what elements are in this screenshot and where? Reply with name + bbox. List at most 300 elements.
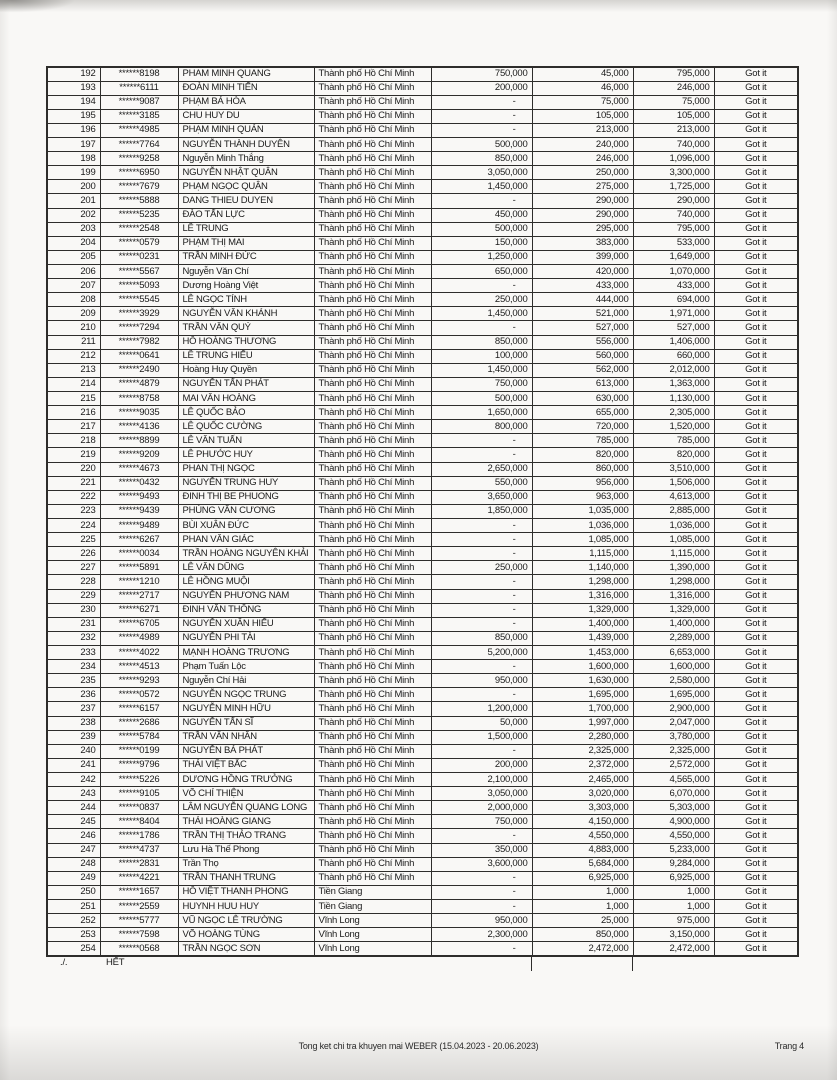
cell-row-number: 209 xyxy=(47,307,100,321)
cell-name: Nguyễn Văn Chí xyxy=(178,265,314,279)
cell-masked-id: ******7982 xyxy=(100,335,178,349)
table-row xyxy=(47,67,798,81)
cell-name: LÊ NGỌC TÍNH xyxy=(178,293,314,307)
cell-name: PHẠM NGỌC QUÂN xyxy=(178,180,314,194)
cell-name: NGUYỄN TRUNG HUY xyxy=(178,476,314,490)
table-row xyxy=(47,109,798,123)
table-row xyxy=(47,674,798,688)
cell-city: Thành phố Hồ Chí Minh xyxy=(314,504,431,518)
cell-city: Thành phố Hồ Chí Minh xyxy=(314,349,431,363)
cell-status: Got it xyxy=(714,533,798,547)
cell-name: NGUYỄN VĂN KHÁNH xyxy=(178,307,314,321)
cell-amount-2: 655,000 xyxy=(532,406,633,420)
cell-name: PHAM MINH QUANG xyxy=(178,67,314,81)
cell-row-number: 200 xyxy=(47,180,100,194)
table-row xyxy=(47,533,798,547)
cell-amount-2: 1,000 xyxy=(532,885,633,899)
cell-total: 2,885,000 xyxy=(633,504,714,518)
cell-row-number: 244 xyxy=(47,801,100,815)
cell-masked-id: ******9087 xyxy=(100,95,178,109)
cell-amount-2: 560,000 xyxy=(532,349,633,363)
cell-amount-1: 3,650,000 xyxy=(431,490,532,504)
cell-total: 5,233,000 xyxy=(633,843,714,857)
cell-amount-1: 350,000 xyxy=(431,843,532,857)
table-row xyxy=(47,547,798,561)
cell-name: CHU HUY DU xyxy=(178,109,314,123)
table-row xyxy=(47,716,798,730)
cell-amount-1: - xyxy=(431,321,532,335)
cell-amount-2: 2,372,000 xyxy=(532,758,633,772)
cell-total: 740,000 xyxy=(633,208,714,222)
cell-city: Thành phố Hồ Chí Minh xyxy=(314,547,431,561)
cell-name: PHÙNG VĂN CƯƠNG xyxy=(178,504,314,518)
table-row xyxy=(47,236,798,250)
table-row xyxy=(47,166,798,180)
cell-status: Got it xyxy=(714,871,798,885)
cell-masked-id: ******0572 xyxy=(100,688,178,702)
cell-name: NGUYỄN PHI TÀI xyxy=(178,631,314,645)
cell-masked-id: ******6111 xyxy=(100,81,178,95)
cell-row-number: 252 xyxy=(47,914,100,928)
cell-total: 527,000 xyxy=(633,321,714,335)
cell-amount-1: - xyxy=(431,279,532,293)
cell-total: 795,000 xyxy=(633,67,714,81)
cell-masked-id: ******5545 xyxy=(100,293,178,307)
cell-city: Thành phố Hồ Chí Minh xyxy=(314,194,431,208)
cell-masked-id: ******5226 xyxy=(100,772,178,786)
cell-total: 1,000 xyxy=(633,899,714,913)
cell-total: 1,036,000 xyxy=(633,519,714,533)
cell-masked-id: ******2686 xyxy=(100,716,178,730)
cell-city: Thành phố Hồ Chí Minh xyxy=(314,645,431,659)
table-row xyxy=(47,942,798,956)
cell-amount-1: - xyxy=(431,603,532,617)
cell-total: 1,115,000 xyxy=(633,547,714,561)
cell-amount-2: 250,000 xyxy=(532,166,633,180)
cell-masked-id: ******6271 xyxy=(100,603,178,617)
cell-total: 1,971,000 xyxy=(633,307,714,321)
cell-city: Tiền Giang xyxy=(314,885,431,899)
cell-row-number: 195 xyxy=(47,109,100,123)
cell-amount-1: 750,000 xyxy=(431,67,532,81)
cell-amount-1: - xyxy=(431,194,532,208)
cell-city: Thành phố Hồ Chí Minh xyxy=(314,843,431,857)
cell-total: 9,284,000 xyxy=(633,857,714,871)
cell-amount-1: 1,500,000 xyxy=(431,730,532,744)
table-row xyxy=(47,476,798,490)
cell-masked-id: ******4673 xyxy=(100,462,178,476)
cell-amount-1: - xyxy=(431,519,532,533)
cell-masked-id: ******0199 xyxy=(100,744,178,758)
cell-amount-1: 250,000 xyxy=(431,293,532,307)
cell-row-number: 235 xyxy=(47,674,100,688)
cell-total: 1,130,000 xyxy=(633,392,714,406)
cell-total: 740,000 xyxy=(633,138,714,152)
cell-amount-1: - xyxy=(431,942,532,956)
cell-amount-2: 1,630,000 xyxy=(532,674,633,688)
cell-name: Trần Thọ xyxy=(178,857,314,871)
table-row xyxy=(47,448,798,462)
footer-summary-text: Tong ket chi tra khuyen mai WEBER (15.04.2023 - 20.06.2023) xyxy=(298,1041,539,1051)
cell-masked-id: ******9493 xyxy=(100,490,178,504)
cell-amount-2: 3,020,000 xyxy=(532,787,633,801)
table-row xyxy=(47,321,798,335)
table-row xyxy=(47,660,798,674)
cell-total: 105,000 xyxy=(633,109,714,123)
cell-amount-1: 3,050,000 xyxy=(431,787,532,801)
cell-amount-2: 1,036,000 xyxy=(532,519,633,533)
cell-amount-1: 50,000 xyxy=(431,716,532,730)
cell-status: Got it xyxy=(714,109,798,123)
cell-name: PHAN THỊ NGỌC xyxy=(178,462,314,476)
cell-total: 2,012,000 xyxy=(633,363,714,377)
cell-amount-2: 433,000 xyxy=(532,279,633,293)
cell-masked-id: ******4737 xyxy=(100,843,178,857)
cell-masked-id: ******5093 xyxy=(100,279,178,293)
cell-city: Thành phố Hồ Chí Minh xyxy=(314,871,431,885)
cell-status: Got it xyxy=(714,787,798,801)
cell-amount-2: 562,000 xyxy=(532,363,633,377)
cell-amount-1: 2,650,000 xyxy=(431,462,532,476)
cell-status: Got it xyxy=(714,660,798,674)
cell-name: Nguyễn Minh Thắng xyxy=(178,152,314,166)
cell-name: THÁI VIỆT BẮC xyxy=(178,758,314,772)
cell-total: 1,600,000 xyxy=(633,660,714,674)
cell-name: Dương Hoàng Việt xyxy=(178,279,314,293)
cell-masked-id: ******1786 xyxy=(100,829,178,843)
cell-masked-id: ******0432 xyxy=(100,476,178,490)
cell-amount-2: 850,000 xyxy=(532,928,633,942)
cell-amount-2: 785,000 xyxy=(532,434,633,448)
cell-masked-id: ******0568 xyxy=(100,942,178,956)
cell-status: Got it xyxy=(714,758,798,772)
cell-masked-id: ******4985 xyxy=(100,123,178,137)
cell-total: 433,000 xyxy=(633,279,714,293)
cell-name: PHẠM MINH QUÁN xyxy=(178,123,314,137)
cell-row-number: 246 xyxy=(47,829,100,843)
cell-amount-1: - xyxy=(431,123,532,137)
table-row xyxy=(47,589,798,603)
cell-name: NGUYỄN NHẬT QUÂN xyxy=(178,166,314,180)
cell-status: Got it xyxy=(714,138,798,152)
cell-status: Got it xyxy=(714,547,798,561)
cell-amount-2: 2,465,000 xyxy=(532,772,633,786)
table-row xyxy=(47,406,798,420)
cell-name: TRẦN NGỌC SƠN xyxy=(178,942,314,956)
cell-amount-1: 1,850,000 xyxy=(431,504,532,518)
cell-row-number: 207 xyxy=(47,279,100,293)
table-row xyxy=(47,519,798,533)
cell-name: BÙI XUÂN ĐỨC xyxy=(178,519,314,533)
cell-amount-1: - xyxy=(431,95,532,109)
cell-amount-1: - xyxy=(431,547,532,561)
table-row xyxy=(47,787,798,801)
cell-name: PHẠM BÁ HÓA xyxy=(178,95,314,109)
cell-name: TRẦN VĂN QUÝ xyxy=(178,321,314,335)
cell-row-number: 211 xyxy=(47,335,100,349)
cell-name: PHẠM THỊ MAI xyxy=(178,236,314,250)
table-row xyxy=(47,772,798,786)
cell-status: Got it xyxy=(714,335,798,349)
cell-amount-1: 450,000 xyxy=(431,208,532,222)
cell-amount-1: 2,100,000 xyxy=(431,772,532,786)
cell-status: Got it xyxy=(714,815,798,829)
cell-status: Got it xyxy=(714,730,798,744)
table-row xyxy=(47,349,798,363)
cell-row-number: 245 xyxy=(47,815,100,829)
cell-amount-2: 75,000 xyxy=(532,95,633,109)
cell-amount-1: - xyxy=(431,575,532,589)
cell-total: 2,047,000 xyxy=(633,716,714,730)
cell-amount-1: 500,000 xyxy=(431,392,532,406)
cell-status: Got it xyxy=(714,899,798,913)
table-row xyxy=(47,490,798,504)
cell-city: Thành phố Hồ Chí Minh xyxy=(314,392,431,406)
cell-row-number: 220 xyxy=(47,462,100,476)
cell-city: Thành phố Hồ Chí Minh xyxy=(314,138,431,152)
cell-amount-1: 950,000 xyxy=(431,674,532,688)
cell-amount-2: 1,997,000 xyxy=(532,716,633,730)
cell-row-number: 205 xyxy=(47,250,100,264)
cell-total: 1,316,000 xyxy=(633,589,714,603)
cell-total: 1,096,000 xyxy=(633,152,714,166)
cell-row-number: 227 xyxy=(47,561,100,575)
cell-name: VÕ HOÀNG TÙNG xyxy=(178,928,314,942)
cell-masked-id: ******9439 xyxy=(100,504,178,518)
cell-city: Thành phố Hồ Chí Minh xyxy=(314,730,431,744)
table-row xyxy=(47,123,798,137)
table-row xyxy=(47,194,798,208)
cell-amount-1: - xyxy=(431,871,532,885)
cell-amount-2: 521,000 xyxy=(532,307,633,321)
cell-amount-2: 444,000 xyxy=(532,293,633,307)
cell-row-number: 243 xyxy=(47,787,100,801)
table-row xyxy=(47,392,798,406)
cell-total: 1,695,000 xyxy=(633,688,714,702)
cell-amount-2: 383,000 xyxy=(532,236,633,250)
cell-city: Thành phố Hồ Chí Minh xyxy=(314,660,431,674)
cell-total: 1,298,000 xyxy=(633,575,714,589)
footer-page-number: Trang 4 xyxy=(774,1041,804,1051)
cell-amount-1: - xyxy=(431,688,532,702)
table-row xyxy=(47,744,798,758)
table-row xyxy=(47,843,798,857)
cell-name: NGUYỄN TẤN SĨ xyxy=(178,716,314,730)
cell-total: 6,925,000 xyxy=(633,871,714,885)
cell-row-number: 216 xyxy=(47,406,100,420)
cell-city: Thành phố Hồ Chí Minh xyxy=(314,815,431,829)
cell-amount-2: 4,550,000 xyxy=(532,829,633,843)
cell-row-number: 232 xyxy=(47,631,100,645)
cell-status: Got it xyxy=(714,448,798,462)
cell-status: Got it xyxy=(714,603,798,617)
cell-status: Got it xyxy=(714,95,798,109)
cell-name: LÊ QUỐC CƯỜNG xyxy=(178,420,314,434)
cell-name: LÊ TRUNG xyxy=(178,222,314,236)
cell-amount-1: 750,000 xyxy=(431,815,532,829)
cell-city: Thành phố Hồ Chí Minh xyxy=(314,180,431,194)
cell-masked-id: ******6950 xyxy=(100,166,178,180)
cell-masked-id: ******3185 xyxy=(100,109,178,123)
cell-name: Nguyễn Chí Hải xyxy=(178,674,314,688)
cell-amount-2: 1,695,000 xyxy=(532,688,633,702)
cell-status: Got it xyxy=(714,222,798,236)
cell-city: Thành phố Hồ Chí Minh xyxy=(314,575,431,589)
table-row xyxy=(47,335,798,349)
cell-city: Thành phố Hồ Chí Minh xyxy=(314,321,431,335)
cell-city: Thành phố Hồ Chí Minh xyxy=(314,448,431,462)
cell-row-number: 213 xyxy=(47,363,100,377)
cell-amount-2: 46,000 xyxy=(532,81,633,95)
cell-amount-1: 1,450,000 xyxy=(431,363,532,377)
cell-city: Thành phố Hồ Chí Minh xyxy=(314,363,431,377)
cell-row-number: 223 xyxy=(47,504,100,518)
cell-amount-2: 1,035,000 xyxy=(532,504,633,518)
cell-masked-id: ******4879 xyxy=(100,377,178,391)
cell-city: Thành phố Hồ Chí Minh xyxy=(314,758,431,772)
cell-amount-1: 550,000 xyxy=(431,476,532,490)
cell-masked-id: ******9035 xyxy=(100,406,178,420)
cell-city: Thành phố Hồ Chí Minh xyxy=(314,406,431,420)
cell-status: Got it xyxy=(714,772,798,786)
cell-status: Got it xyxy=(714,123,798,137)
cell-masked-id: ******5784 xyxy=(100,730,178,744)
cell-row-number: 210 xyxy=(47,321,100,335)
cell-status: Got it xyxy=(714,67,798,81)
cell-masked-id: ******0837 xyxy=(100,801,178,815)
cell-masked-id: ******4221 xyxy=(100,871,178,885)
cell-total: 785,000 xyxy=(633,434,714,448)
cell-city: Thành phố Hồ Chí Minh xyxy=(314,250,431,264)
cell-amount-2: 290,000 xyxy=(532,194,633,208)
cell-total: 1,520,000 xyxy=(633,420,714,434)
cell-city: Thành phố Hồ Chí Minh xyxy=(314,434,431,448)
table-row xyxy=(47,815,798,829)
cell-amount-2: 1,600,000 xyxy=(532,660,633,674)
cell-masked-id: ******9105 xyxy=(100,787,178,801)
cell-row-number: 224 xyxy=(47,519,100,533)
cell-status: Got it xyxy=(714,885,798,899)
cell-status: Got it xyxy=(714,462,798,476)
cell-row-number: 230 xyxy=(47,603,100,617)
cell-city: Thành phố Hồ Chí Minh xyxy=(314,152,431,166)
cell-city: Thành phố Hồ Chí Minh xyxy=(314,462,431,476)
cell-city: Thành phố Hồ Chí Minh xyxy=(314,279,431,293)
cell-masked-id: ******7679 xyxy=(100,180,178,194)
cell-masked-id: ******5888 xyxy=(100,194,178,208)
cell-name: NGUYỄN MINH HỮU xyxy=(178,702,314,716)
cell-status: Got it xyxy=(714,180,798,194)
cell-name: LÊ QUỐC BẢO xyxy=(178,406,314,420)
cell-amount-2: 820,000 xyxy=(532,448,633,462)
cell-city: Thành phố Hồ Chí Minh xyxy=(314,631,431,645)
cell-name: VÕ CHÍ THIỆN xyxy=(178,787,314,801)
cell-total: 5,303,000 xyxy=(633,801,714,815)
cell-masked-id: ******2490 xyxy=(100,363,178,377)
cell-row-number: 219 xyxy=(47,448,100,462)
cell-masked-id: ******0641 xyxy=(100,349,178,363)
cell-total: 4,550,000 xyxy=(633,829,714,843)
cell-status: Got it xyxy=(714,504,798,518)
table-row xyxy=(47,504,798,518)
cell-amount-2: 4,883,000 xyxy=(532,843,633,857)
cell-amount-1: - xyxy=(431,448,532,462)
cell-masked-id: ******2548 xyxy=(100,222,178,236)
cell-status: Got it xyxy=(714,208,798,222)
cell-status: Got it xyxy=(714,674,798,688)
cell-total: 3,150,000 xyxy=(633,928,714,942)
cell-city: Thành phố Hồ Chí Minh xyxy=(314,561,431,575)
cell-status: Got it xyxy=(714,406,798,420)
cell-status: Got it xyxy=(714,702,798,716)
cell-masked-id: ******4513 xyxy=(100,660,178,674)
cell-amount-2: 860,000 xyxy=(532,462,633,476)
cell-amount-2: 275,000 xyxy=(532,180,633,194)
cell-name: THÁI HOÀNG GIANG xyxy=(178,815,314,829)
cell-city: Thành phố Hồ Chí Minh xyxy=(314,208,431,222)
cell-city: Thành phố Hồ Chí Minh xyxy=(314,222,431,236)
cell-amount-1: 1,250,000 xyxy=(431,250,532,264)
cell-name: Hoàng Huy Quyền xyxy=(178,363,314,377)
cell-status: Got it xyxy=(714,575,798,589)
cell-amount-2: 1,000 xyxy=(532,899,633,913)
cell-masked-id: ******5235 xyxy=(100,208,178,222)
cell-status: Got it xyxy=(714,519,798,533)
cell-total: 2,325,000 xyxy=(633,744,714,758)
cell-amount-2: 720,000 xyxy=(532,420,633,434)
cell-row-number: 249 xyxy=(47,871,100,885)
cell-masked-id: ******4136 xyxy=(100,420,178,434)
cell-name: ĐINH THỊ BE PHUONG xyxy=(178,490,314,504)
end-of-list-slash: ./. xyxy=(60,957,68,968)
cell-city: Thành phố Hồ Chí Minh xyxy=(314,420,431,434)
cell-row-number: 208 xyxy=(47,293,100,307)
cell-city: Thành phố Hồ Chí Minh xyxy=(314,307,431,321)
cell-city: Vĩnh Long xyxy=(314,942,431,956)
cell-status: Got it xyxy=(714,236,798,250)
cell-total: 4,900,000 xyxy=(633,815,714,829)
cell-status: Got it xyxy=(714,829,798,843)
cell-total: 2,472,000 xyxy=(633,942,714,956)
table-row xyxy=(47,561,798,575)
cell-row-number: 206 xyxy=(47,265,100,279)
end-of-list-label: HẾT xyxy=(106,957,125,968)
cell-row-number: 196 xyxy=(47,123,100,137)
cell-row-number: 221 xyxy=(47,476,100,490)
cell-name: LÊ TRUNG HIẾU xyxy=(178,349,314,363)
cell-row-number: 204 xyxy=(47,236,100,250)
table-row xyxy=(47,307,798,321)
cell-masked-id: ******9796 xyxy=(100,758,178,772)
cell-city: Tiền Giang xyxy=(314,899,431,913)
cell-row-number: 212 xyxy=(47,349,100,363)
cell-status: Got it xyxy=(714,349,798,363)
cell-row-number: 248 xyxy=(47,857,100,871)
cell-status: Got it xyxy=(714,843,798,857)
cell-status: Got it xyxy=(714,265,798,279)
cell-name: TRẦN THỊ THẢO TRANG xyxy=(178,829,314,843)
cell-amount-1: 650,000 xyxy=(431,265,532,279)
cell-city: Thành phố Hồ Chí Minh xyxy=(314,81,431,95)
cell-city: Thành phố Hồ Chí Minh xyxy=(314,857,431,871)
cell-city: Thành phố Hồ Chí Minh xyxy=(314,109,431,123)
cell-city: Thành phố Hồ Chí Minh xyxy=(314,772,431,786)
cell-amount-1: 3,600,000 xyxy=(431,857,532,871)
cell-row-number: 250 xyxy=(47,885,100,899)
cell-city: Thành phố Hồ Chí Minh xyxy=(314,166,431,180)
cell-row-number: 240 xyxy=(47,744,100,758)
cell-name: LÊ VĂN TUẤN xyxy=(178,434,314,448)
